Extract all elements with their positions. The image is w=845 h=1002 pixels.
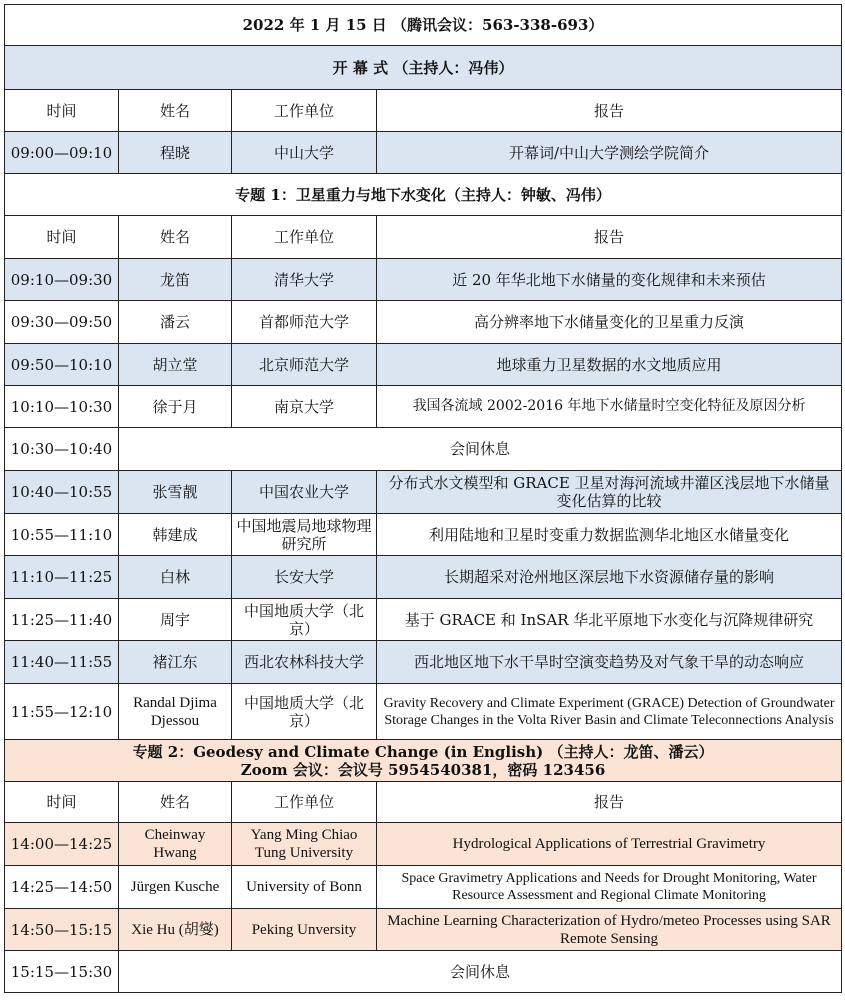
header-org: 工作单位 <box>232 782 377 823</box>
table-row <box>5 909 842 951</box>
schedule-table <box>4 4 842 993</box>
header-name: 姓名 <box>119 216 232 259</box>
row-name: 徐于月 <box>119 386 232 428</box>
header-report: 报告 <box>377 90 842 132</box>
row-report: Hydrological Applications of Terrestrial Gravimetry <box>377 823 842 866</box>
row-name: Cheinway Hwang <box>119 823 232 866</box>
table-row <box>5 684 842 740</box>
table-row <box>5 132 842 174</box>
row-time: 09:30—09:50 <box>5 301 119 344</box>
row-time: 11:55—12:10 <box>5 684 119 740</box>
date-line: 2022 年 1 月 15 日 （腾讯会议：563-338-693） <box>5 5 842 46</box>
row-org: 中国地质大学（北京） <box>232 599 377 641</box>
header-name: 姓名 <box>119 90 232 132</box>
row-time: 09:50—10:10 <box>5 344 119 386</box>
row-name: 龙笛 <box>119 259 232 301</box>
date-row <box>5 5 842 46</box>
row-name: Xie Hu (胡燮) <box>119 909 232 951</box>
break-row <box>5 428 842 471</box>
row-report: Gravity Recovery and Climate Experiment (GRACE) Detection of Groundwater Storage Changes in the Volta River Basin and Climate Teleconnections Analysis <box>377 684 842 740</box>
table-row <box>5 259 842 301</box>
row-report: 近 20 年华北地下水储量的变化规律和未来预估 <box>377 259 842 301</box>
header-time: 时间 <box>5 216 119 259</box>
row-time: 11:25—11:40 <box>5 599 119 641</box>
row-report: 分布式水文模型和 GRACE 卫星对海河流域井灌区浅层地下水储量变化估算的比较 <box>377 471 842 514</box>
break-label: 会间休息 <box>119 428 842 471</box>
row-time: 10:10—10:30 <box>5 386 119 428</box>
row-time: 14:25—14:50 <box>5 866 119 909</box>
row-name: 韩建成 <box>119 514 232 556</box>
table-row <box>5 641 842 684</box>
row-report: 西北地区地下水干旱时空演变趋势及对气象干旱的动态响应 <box>377 641 842 684</box>
row-report: 我国各流域 2002-2016 年地下水储量时空变化特征及原因分析 <box>377 386 842 428</box>
session1-title-row <box>5 174 842 216</box>
session2-title: 专题 2：Geodesy and Climate Change (in English) （主持人：龙笛、潘云） <box>132 742 714 761</box>
table-row <box>5 471 842 514</box>
header-org: 工作单位 <box>232 90 377 132</box>
header-name: 姓名 <box>119 782 232 823</box>
row-org: 中山大学 <box>232 132 377 174</box>
row-report: 高分辨率地下水储量变化的卫星重力反演 <box>377 301 842 344</box>
session2-header-row <box>5 782 842 823</box>
row-time: 11:40—11:55 <box>5 641 119 684</box>
row-org: 清华大学 <box>232 259 377 301</box>
row-report: 利用陆地和卫星时变重力数据监测华北地区水储量变化 <box>377 514 842 556</box>
row-org: 中国地震局地球物理研究所 <box>232 514 377 556</box>
row-report: 长期超采对沧州地区深层地下水资源储存量的影响 <box>377 556 842 599</box>
row-org: 中国农业大学 <box>232 471 377 514</box>
row-report: 地球重力卫星数据的水文地质应用 <box>377 344 842 386</box>
break-row <box>5 951 842 993</box>
row-time: 14:00—14:25 <box>5 823 119 866</box>
row-org: 南京大学 <box>232 386 377 428</box>
row-name: 胡立堂 <box>119 344 232 386</box>
table-row <box>5 386 842 428</box>
row-org: 西北农林科技大学 <box>232 641 377 684</box>
row-org: 北京师范大学 <box>232 344 377 386</box>
break-label: 会间休息 <box>119 951 842 993</box>
opening-header-row <box>5 90 842 132</box>
row-org: Peking Unversity <box>232 909 377 951</box>
table-row <box>5 599 842 641</box>
row-name: 周宇 <box>119 599 232 641</box>
header-report: 报告 <box>377 216 842 259</box>
row-report: 开幕词/中山大学测绘学院简介 <box>377 132 842 174</box>
table-row <box>5 866 842 909</box>
row-report: Space Gravimetry Applications and Needs for Drought Monitoring, Water Resource Assessment and Regional Climate Monitoring <box>377 866 842 909</box>
row-name: 褚江东 <box>119 641 232 684</box>
table-row <box>5 823 842 866</box>
row-org: 首都师范大学 <box>232 301 377 344</box>
row-name: Jürgen Kusche <box>119 866 232 909</box>
row-org: Yang Ming Chiao Tung University <box>232 823 377 866</box>
row-report: Machine Learning Characterization of Hydro/meteo Processes using SAR Remote Sensing <box>377 909 842 951</box>
row-org: 长安大学 <box>232 556 377 599</box>
session2-zoom: Zoom 会议：会议号 5954540381，密码 123456 <box>240 760 606 779</box>
table-row <box>5 556 842 599</box>
break-time: 10:30—10:40 <box>5 428 119 471</box>
row-time: 14:50—15:15 <box>5 909 119 951</box>
row-time: 10:40—10:55 <box>5 471 119 514</box>
row-name: 潘云 <box>119 301 232 344</box>
header-time: 时间 <box>5 90 119 132</box>
session1-header-row <box>5 216 842 259</box>
row-name: Randal Djima Djessou <box>119 684 232 740</box>
row-name: 程晓 <box>119 132 232 174</box>
row-time: 09:00—09:10 <box>5 132 119 174</box>
header-org: 工作单位 <box>232 216 377 259</box>
row-report: 基于 GRACE 和 InSAR 华北平原地下水变化与沉降规律研究 <box>377 599 842 641</box>
table-row <box>5 344 842 386</box>
row-org: University of Bonn <box>232 866 377 909</box>
table-row <box>5 514 842 556</box>
table-row <box>5 301 842 344</box>
header-time: 时间 <box>5 782 119 823</box>
opening-title: 开 幕 式 （主持人：冯伟） <box>5 46 842 90</box>
row-time: 11:10—11:25 <box>5 556 119 599</box>
row-name: 白林 <box>119 556 232 599</box>
session2-title-row <box>5 740 842 782</box>
break-time: 15:15—15:30 <box>5 951 119 993</box>
row-name: 张雪靓 <box>119 471 232 514</box>
row-time: 10:55—11:10 <box>5 514 119 556</box>
opening-title-row <box>5 46 842 90</box>
header-report: 报告 <box>377 782 842 823</box>
session1-title: 专题 1：卫星重力与地下水变化（主持人：钟敏、冯伟） <box>5 174 842 216</box>
row-time: 09:10—09:30 <box>5 259 119 301</box>
row-org: 中国地质大学（北京） <box>232 684 377 740</box>
